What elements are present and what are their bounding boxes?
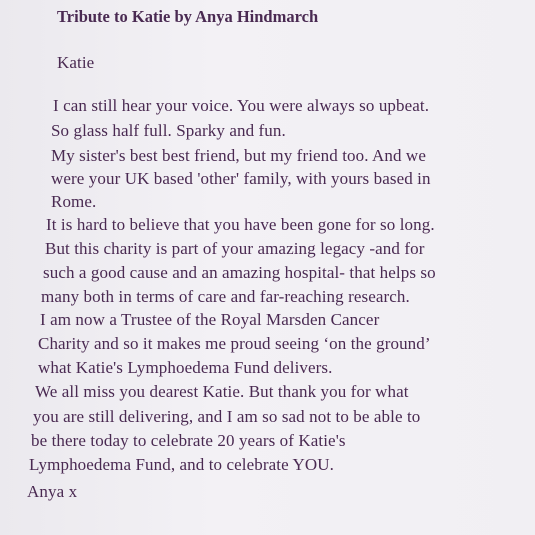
body-line-16: Lymphoedema Fund, and to celebrate YOU.	[29, 455, 334, 474]
body-line-7: But this charity is part of your amazing legacy -and for	[45, 239, 425, 258]
body-line-3: My sister's best best friend, but my friend too. And we	[51, 146, 426, 165]
signoff: Anya x	[27, 482, 78, 501]
body-line-2: So glass half full. Sparky and fun.	[51, 121, 286, 140]
body-line-6: It is hard to believe that you have been gone for so long.	[46, 215, 435, 234]
body-line-5: Rome.	[51, 192, 97, 211]
salutation: Katie	[57, 53, 95, 72]
body-line-14: you are still delivering, and I am so sad not to be able to	[33, 407, 421, 426]
document-title: Tribute to Katie by Anya Hindmarch	[57, 7, 319, 26]
body-line-11: Charity and so it makes me proud seeing ‘on the ground’	[38, 334, 431, 353]
body-line-9: many both in terms of care and far-reaching research.	[41, 287, 410, 306]
body-line-15: be there today to celebrate 20 years of Katie's	[31, 431, 346, 450]
body-line-13: We all miss you dearest Katie. But thank you for what	[35, 382, 409, 401]
body-line-4: were your UK based 'other' family, with yours based in	[51, 169, 431, 188]
body-line-1: I can still hear your voice. You were always so upbeat.	[53, 96, 430, 115]
body-line-10: I am now a Trustee of the Royal Marsden Cancer	[40, 310, 380, 329]
body-line-12: what Katie's Lymphoedema Fund delivers.	[38, 358, 333, 377]
body-line-8: such a good cause and an amazing hospital- that helps so	[43, 263, 436, 282]
